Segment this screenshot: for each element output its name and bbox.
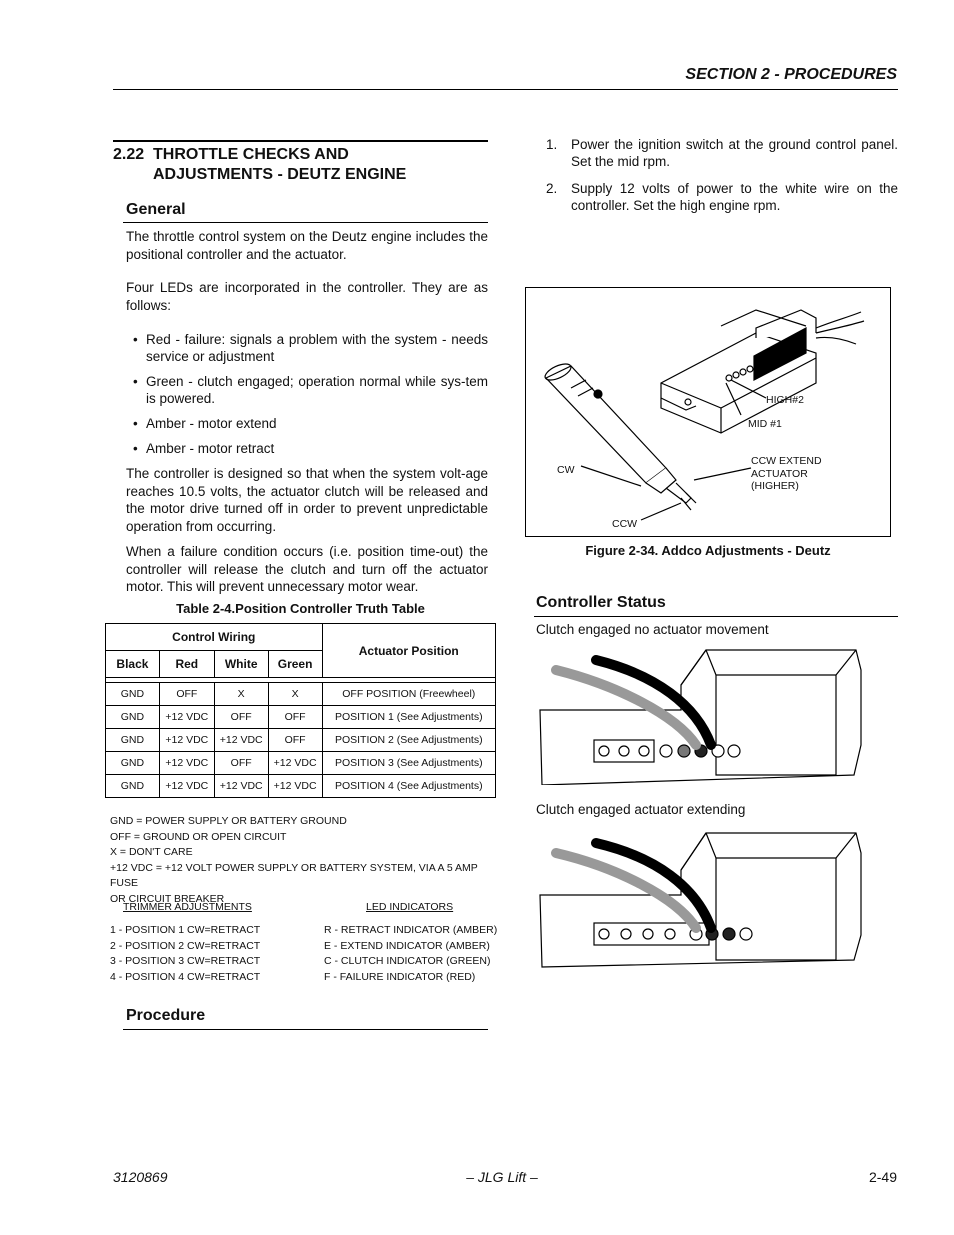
list-item: R - RETRACT INDICATOR (AMBER) <box>324 924 498 936</box>
list-item: • Red - failure: signals a problem with the system - needs service or adjustment <box>126 331 488 365</box>
table-column-header: Red <box>159 651 214 678</box>
table-cell: +12 VDC <box>214 729 268 752</box>
table-cell: POSITION 1 (See Adjustments) <box>322 706 495 729</box>
led-list <box>324 923 500 985</box>
procedure-steps <box>546 136 898 224</box>
step-number: 2. <box>546 181 558 196</box>
list-item: 1 - POSITION 1 CW=RETRACT <box>110 924 261 936</box>
table-cell: X <box>214 683 268 706</box>
table-caption: Table 2-4.Position Controller Truth Table <box>176 601 425 616</box>
table-notes <box>110 814 500 907</box>
list-item <box>546 136 898 170</box>
addco-figure <box>525 287 891 537</box>
section-title-line2: ADJUSTMENTS - DEUTZ ENGINE <box>153 166 407 183</box>
table-cell: POSITION 2 (See Adjustments) <box>322 729 495 752</box>
label-ccw-extend-3: (HIGHER) <box>751 480 799 492</box>
footer-doc-number: 3120869 <box>113 1169 168 1185</box>
table-row <box>106 729 496 752</box>
list-item: 4 - POSITION 4 CW=RETRACT <box>110 970 261 983</box>
controller-status-heading: Controller Status <box>536 594 666 611</box>
label-cw: CW <box>557 464 575 476</box>
figure-caption: Figure 2-34. Addco Adjustments - Deutz <box>585 543 831 558</box>
label-ccw: CCW <box>612 518 638 530</box>
table-cell: GND <box>106 683 160 706</box>
list-item: • Amber - motor retract <box>126 440 488 457</box>
general-para2: Four LEDs are incorporated in the controller. They are as follows: <box>126 280 488 313</box>
footer-page-number: 2-49 <box>868 1169 897 1185</box>
truth-table <box>105 623 496 798</box>
section-title <box>113 145 406 185</box>
table-actuator-header: Actuator Position <box>322 624 495 678</box>
list-item: • Green - clutch engaged; operation normal while sys-tem is powered. <box>126 373 488 407</box>
general-para1: The throttle control system on the Deutz engine includes the positional controller and the actuator. <box>126 229 488 262</box>
procedure-heading: Procedure <box>126 1007 206 1024</box>
header-rule <box>113 89 898 90</box>
label-high: HIGH#2 <box>766 394 804 406</box>
note-line: +12 VDC = +12 VOLT POWER SUPPLY OR BATTERY SYSTEM, VIA A 5 AMP FUSE <box>110 861 478 889</box>
trimmer-heading: TRIMMER ADJUSTMENTS <box>123 901 252 913</box>
general-heading: General <box>126 201 186 218</box>
table-cell: +12 VDC <box>268 752 322 775</box>
step-number: 1. <box>546 137 558 152</box>
table-cell: +12 VDC <box>268 775 322 798</box>
list-item: C - CLUTCH INDICATOR (GREEN) <box>324 955 491 967</box>
table-cell: GND <box>106 775 160 798</box>
table-cell: X <box>268 683 322 706</box>
general-para4: When a failure condition occurs (i.e. position time-out) the controller will release the clutch and turn off the actuator motor. This will prevent unnecessary motor wear. <box>126 544 488 594</box>
table-cell: POSITION 4 (See Adjustments) <box>322 775 495 798</box>
table-cell: +12 VDC <box>159 706 214 729</box>
table-cell: OFF POSITION (Freewheel) <box>322 683 495 706</box>
step-text: Power the ignition switch at the ground control panel. Set the mid rpm. <box>571 137 898 169</box>
controller-status-rule <box>534 616 898 617</box>
list-item: • Amber - motor extend <box>126 415 488 432</box>
procedure-heading-rule <box>123 1029 488 1030</box>
status-label-1: Clutch engaged no actuator movement <box>536 622 769 637</box>
section-header: SECTION 2 - PROCEDURES <box>685 66 897 83</box>
table-row <box>106 775 496 798</box>
table-cell: +12 VDC <box>159 729 214 752</box>
controller-image-2 <box>536 825 876 970</box>
table-cell: OFF <box>214 706 268 729</box>
list-item: 2 - POSITION 2 CW=RETRACT <box>110 939 261 952</box>
label-ccw-extend-1: CCW EXTEND <box>751 455 822 467</box>
note-line: GND = POWER SUPPLY OR BATTERY GROUND <box>110 815 347 827</box>
general-para3: The controller is designed so that when the system volt-age reaches 10.5 volts, the actuator clutch will be released and the motor drive turned off in order to prevent unpredictable operation from occurring. <box>126 466 488 534</box>
status-label-2: Clutch engaged actuator extending <box>536 802 746 817</box>
table-cell: GND <box>106 706 160 729</box>
led-heading: LED INDICATORS <box>366 901 454 913</box>
table-cell: GND <box>106 752 160 775</box>
table-cell: OFF <box>159 683 214 706</box>
list-item <box>546 180 898 214</box>
table-column-header: Black <box>106 651 160 678</box>
controller-image-1 <box>536 645 876 785</box>
table-cell: +12 VDC <box>159 775 214 798</box>
note-line: X = DON'T CARE <box>110 846 193 858</box>
step-text: Supply 12 volts of power to the white wire on the controller. Set the high engine rpm. <box>571 181 898 213</box>
label-mid: MID #1 <box>748 418 782 430</box>
actuator-controller-drawing <box>526 288 890 536</box>
table-cell: POSITION 3 (See Adjustments) <box>322 752 495 775</box>
table-row <box>106 683 496 706</box>
table-row <box>106 752 496 775</box>
table-column-header: White <box>214 651 268 678</box>
table-cell: OFF <box>268 706 322 729</box>
table-cell: OFF <box>214 752 268 775</box>
table-row <box>106 706 496 729</box>
note-line: OFF = GROUND OR OPEN CIRCUIT <box>110 830 287 843</box>
table-cell: +12 VDC <box>214 775 268 798</box>
table-column-header: Green <box>268 651 322 678</box>
led-bullet-list <box>126 331 488 465</box>
trimmer-list <box>110 923 320 985</box>
note-line: OR CIRCUIT BREAKER <box>110 892 225 905</box>
footer-center: – JLG Lift – <box>466 1169 538 1185</box>
section-number: 2.22 <box>113 146 145 163</box>
list-item: 3 - POSITION 3 CW=RETRACT <box>110 955 261 967</box>
table-cell: OFF <box>268 729 322 752</box>
list-item: F - FAILURE INDICATOR (RED) <box>324 970 476 983</box>
table-cell: +12 VDC <box>159 752 214 775</box>
general-heading-rule <box>123 222 488 223</box>
table-cell: GND <box>106 729 160 752</box>
table-group-header: Control Wiring <box>106 624 323 651</box>
section-title-line1: THROTTLE CHECKS AND <box>153 146 349 163</box>
label-ccw-extend-2: ACTUATOR <box>751 468 808 480</box>
list-item: E - EXTEND INDICATOR (AMBER) <box>324 939 490 952</box>
section-title-rule <box>113 140 488 142</box>
